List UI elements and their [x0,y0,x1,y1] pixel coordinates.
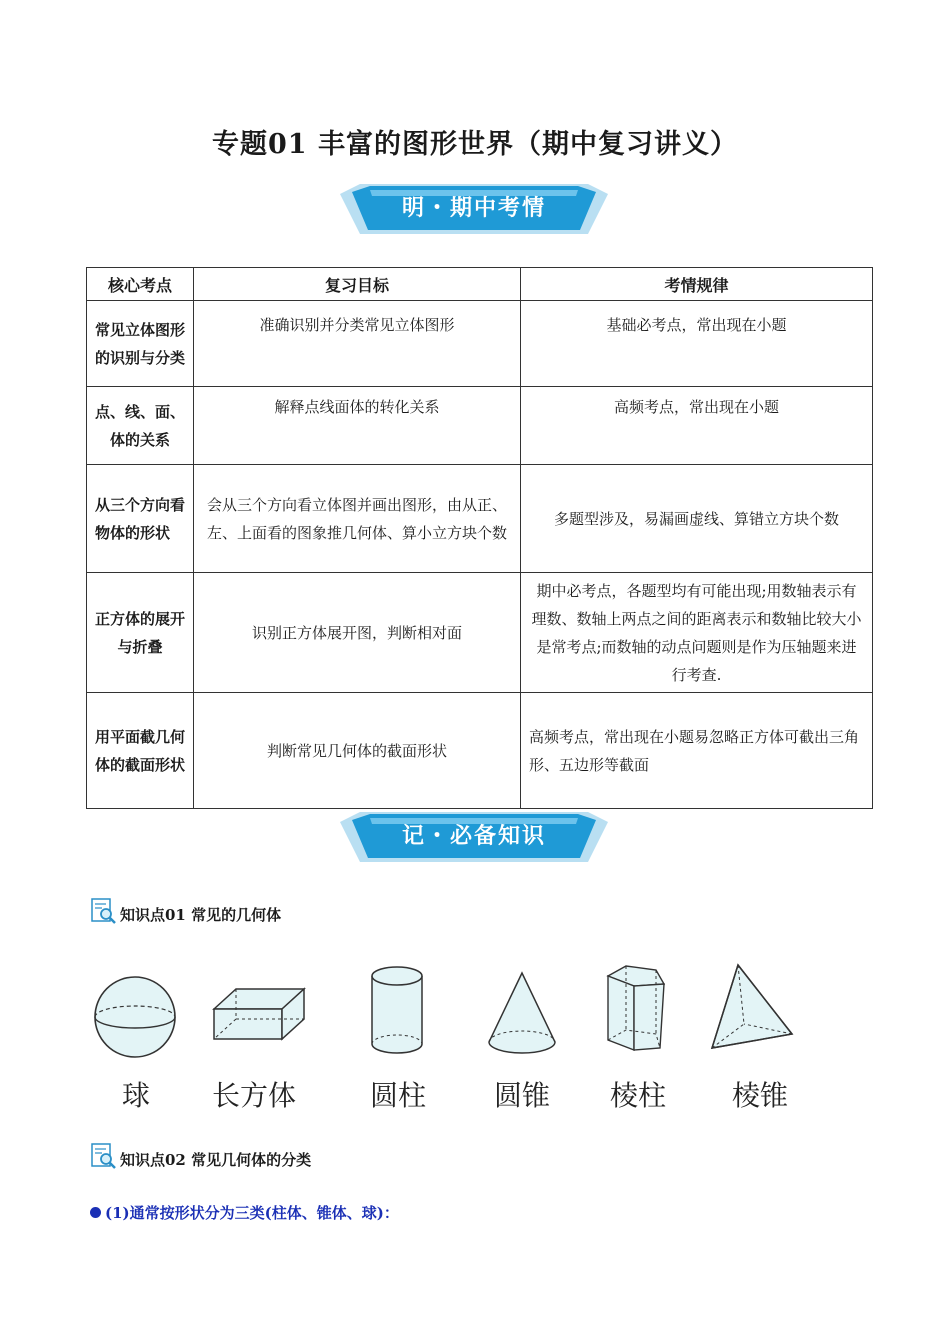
row-law: 高频考点，常出现在小题易忽略正方体可截出三角形、五边形等截面 [521,693,873,809]
table-row [87,301,873,387]
prism-figure [604,962,668,1052]
row-core: 常见立体图形的识别与分类 [87,301,194,387]
header-law: 考情规律 [521,268,873,301]
row-core: 从三个方向看物体的形状 [87,465,194,573]
table-row [87,573,873,693]
cylinder-figure [368,964,426,1056]
row-goal: 会从三个方向看立体图并画出图形，由从正、左、上面看的图象推几何体、算小立方块个数 [194,465,521,573]
classification-point [90,1202,399,1223]
row-goal: 识别正方体展开图，判断相对面 [194,573,521,693]
knowledge-point-1-title: 知识点01 常见的几何体 [120,906,282,924]
knowledge-point-2-heading [90,1142,311,1170]
row-core: 正方体的展开与折叠 [87,573,194,693]
header-goal: 复习目标 [194,268,521,301]
table-row [87,387,873,465]
shape-label-pyramid: 棱锥 [731,1079,788,1112]
bullet-icon [90,1207,101,1218]
row-law: 多题型涉及，易漏画虚线、算错立方块个数 [521,465,873,573]
section-banner-exam [340,184,608,234]
classification-point-text: (1)通常按形状分为三类(柱体、锥体、球)： [105,1204,399,1222]
shape-label-sphere: 球 [121,1079,150,1112]
knowledge-point-1-heading [90,897,281,925]
shape-label-cuboid: 长方体 [211,1079,296,1112]
banner-knowledge-text: 记・必备知识 [401,824,546,849]
row-core: 点、线、面、体的关系 [87,387,194,465]
sphere-figure [92,975,178,1061]
table-header-row [87,268,873,301]
shape-label-prism: 棱柱 [609,1079,666,1112]
cuboid-figure [212,985,308,1043]
cone-figure [486,970,558,1056]
knowledge-point-2-title: 知识点02 常见几何体的分类 [120,1151,312,1169]
pyramid-figure [708,962,798,1052]
page-title: 专题01 丰富的图形世界（期中复习讲义） [212,129,738,160]
row-goal: 判断常见几何体的截面形状 [194,693,521,809]
table-row [87,465,873,573]
row-law: 期中必考点，各题型均有可能出现;用数轴表示有理数、数轴上两点之间的距离表示和数轴比较大小是常考点;而数轴的动点问题则是作为压轴题来进行考查. [521,573,873,693]
table-row [87,693,873,809]
row-goal: 解释点线面体的转化关系 [194,387,521,465]
row-law: 基础必考点，常出现在小题 [521,301,873,387]
magnifier-book-icon [90,897,118,925]
banner-exam-text: 明・期中考情 [401,196,546,221]
row-law: 高频考点，常出现在小题 [521,387,873,465]
shape-label-cylinder: 圆柱 [369,1079,426,1112]
header-core: 核心考点 [87,268,194,301]
row-goal: 准确识别并分类常见立体图形 [194,301,521,387]
exam-table [86,267,873,809]
section-banner-knowledge [340,812,608,862]
row-core: 用平面截几何体的截面形状 [87,693,194,809]
shape-label-cone: 圆锥 [493,1079,550,1112]
magnifier-book-icon [90,1142,118,1170]
